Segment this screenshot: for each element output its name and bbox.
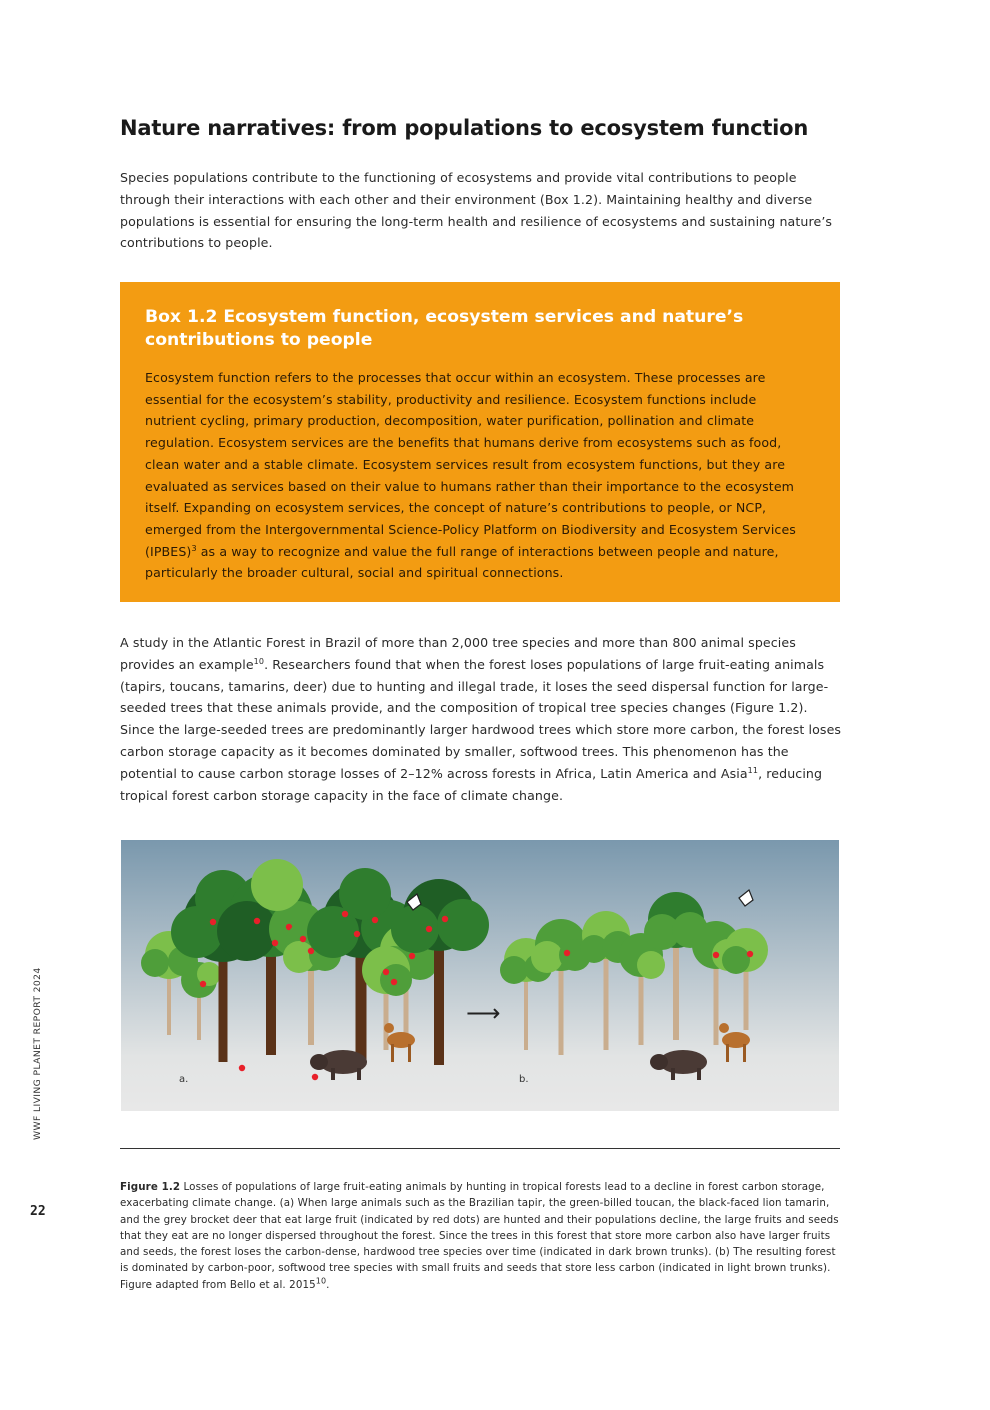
study-paragraph bbox=[120, 632, 842, 806]
box-text-part-a: Ecosystem function refers to the processes that occur within an ecosystem. These processes are essential for the ecosystem’s stability, productivity and resilience. Ecosystem functions include nutrient cycling, primary production, decomposition, water purification, pollination and climate regulation. Ecosystem services are the benefits that humans derive from ecosystems such as food, clean water and a stable climate. Ecosystem services result from ecosystem functions, but they are evaluated as services based on their value to humans rather than their importance to the ecosystem itself. Expanding on ecosystem services, the concept of nature’s contributions to people, or NCP, emerged from the Intergovernmental Science-Policy Platform on Biodiversity and Ecosystem Services (IPBES) bbox=[145, 370, 796, 559]
caption-label: Figure 1.2 bbox=[120, 1181, 181, 1193]
figure-caption bbox=[120, 1179, 840, 1293]
info-box bbox=[120, 282, 840, 602]
page-number: 22 bbox=[30, 1204, 46, 1219]
footnote-ref: 3 bbox=[191, 543, 197, 553]
page-title: Nature narratives: from populations to ecosystem function bbox=[120, 116, 809, 140]
caption-divider bbox=[120, 1148, 840, 1149]
box-title: Box 1.2 Ecosystem function, ecosystem services and nature’s contributions to people bbox=[145, 307, 744, 350]
caption-text-a: Losses of populations of large fruit-eating animals by hunting in tropical forests lead to a decline in forest carbon storage, exacerbating climate change. (a) When large animals such as the Brazilian tapir, the green-billed toucan, the black-faced lion tamarin, and the grey brocket deer that eat large fruit (indicated by red dots) are hunted and their populations decline, the large fruits and seeds that they eat are no longer dispersed throughout the forest. Since the trees in this forest that store more carbon also have larger fruits and seeds, the forest loses the carbon-dense, hardwood tree species over time (indicated in dark brown trunks). (b) The resulting forest is dominated by carbon-poor, softwood tree species with small fruits and seeds that store less carbon (indicated in light brown trunks). Figure adapted from Bello et al. 2015 bbox=[120, 1181, 839, 1291]
study-text-part-a: A study in the Atlantic Forest in Brazil of more than 2,000 tree species and more than 800 animal species provides an example bbox=[120, 635, 796, 672]
panel-label-a: a. bbox=[179, 1074, 189, 1085]
study-text-part-b: . Researchers found that when the forest loses populations of large fruit-eating animals (tapirs, toucans, tamarins, deer) due to hunting and illegal trade, it loses the seed dispersal function for large-seeded trees that these animals provide, and the composition of tropical tree species changes (Figure 1.2). Since the large-seeded trees are predominantly larger hardwood trees which store more carbon, the forest loses carbon storage capacity as it becomes dominated by smaller, softwood trees. This phenomenon has the potential to cause carbon storage losses of 2–12% across forests in Africa, Latin America and Asia bbox=[120, 656, 842, 781]
study-text-part-c: , reducing tropical forest carbon storage capacity in the face of climate change. bbox=[120, 765, 823, 803]
footnote-ref: 10 bbox=[253, 656, 265, 666]
caption-text-b: . bbox=[326, 1278, 330, 1291]
box-text-part-b: as a way to recognize and value the full range of interactions between people and nature, particularly the broader cultural, social and spiritual connections. bbox=[145, 543, 779, 581]
forest-illustration bbox=[121, 840, 839, 1111]
intro-paragraph: Species populations contribute to the functioning of ecosystems and provide vital contributions to people through their interactions with each other and their environment (Box 1.2). Maintaining healthy and diverse populations is essential for ensuring the long-term health and resilience of ecosystems and sustaining nature’s contributions to people. bbox=[120, 170, 833, 251]
report-side-label: WWF LIVING PLANET REPORT 2024 bbox=[32, 967, 43, 1140]
box-text bbox=[145, 367, 805, 584]
footnote-ref: 10 bbox=[315, 1276, 327, 1286]
footnote-ref: 11 bbox=[747, 765, 759, 775]
fallen-fruit bbox=[239, 1065, 245, 1071]
forest-illustration-svg bbox=[121, 840, 839, 1111]
transition-arrow: ⟶ bbox=[466, 999, 501, 1027]
panel-label-b: b. bbox=[519, 1074, 529, 1085]
fallen-fruit bbox=[312, 1074, 318, 1080]
